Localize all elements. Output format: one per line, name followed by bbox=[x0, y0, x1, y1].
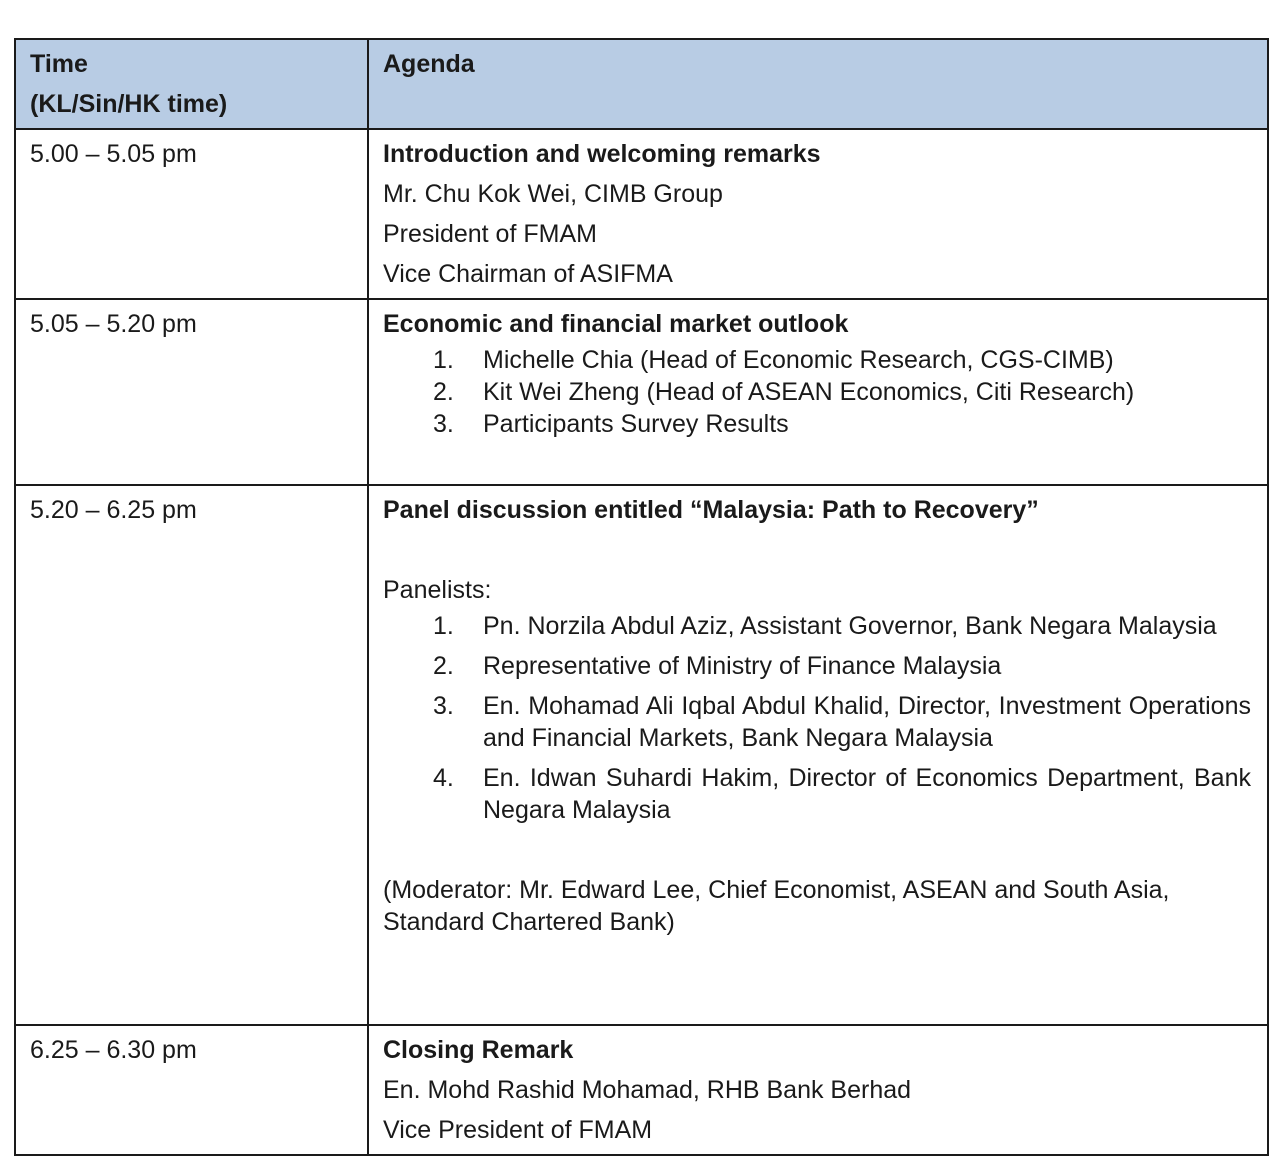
list-item: 2. Representative of Ministry of Finance Malaysia bbox=[433, 652, 1002, 680]
time-cell: 5.05 – 5.20 pm bbox=[15, 299, 368, 485]
speaker-line: Vice President of FMAM bbox=[383, 1116, 653, 1144]
time-cell: 6.25 – 6.30 pm bbox=[15, 1025, 368, 1155]
list-item: 1. Michelle Chia (Head of Economic Research, CGS-CIMB) bbox=[433, 346, 1114, 374]
table-row bbox=[15, 129, 1268, 299]
time-zone-label: (KL/Sin/HK time) bbox=[30, 90, 228, 118]
agenda-table bbox=[14, 38, 1269, 1156]
time-header-label: Time bbox=[30, 50, 88, 78]
session-title: Economic and financial market outlook bbox=[383, 310, 849, 338]
list-item: 3. En. Mohamad Ali Iqbal Abdul Khalid, Director, Investment Operations and Financial Markets, Bank Negara Malaysia bbox=[433, 692, 1251, 752]
time-cell: 5.00 – 5.05 pm bbox=[15, 129, 368, 299]
table-row bbox=[15, 1025, 1268, 1155]
list-item: 3. Participants Survey Results bbox=[433, 410, 789, 438]
time-cell: 5.20 – 6.25 pm bbox=[15, 485, 368, 1025]
table-row bbox=[15, 485, 1268, 1025]
speaker-list bbox=[383, 344, 1251, 440]
session-title: Panel discussion entitled “Malaysia: Path to Recovery” bbox=[383, 496, 1039, 524]
list-item: 4. En. Idwan Suhardi Hakim, Director of Economics Department, Bank Negara Malaysia bbox=[433, 764, 1251, 824]
time-header bbox=[15, 39, 368, 129]
speaker-line: Mr. Chu Kok Wei, CIMB Group bbox=[383, 180, 723, 208]
list-item: 1. Pn. Norzila Abdul Aziz, Assistant Governor, Bank Negara Malaysia bbox=[433, 612, 1217, 640]
speaker-line: Vice Chairman of ASIFMA bbox=[383, 260, 673, 288]
agenda-cell bbox=[368, 485, 1268, 1025]
panelist-list bbox=[383, 610, 1251, 826]
panelists-label: Panelists: bbox=[383, 576, 492, 604]
agenda-header: Agenda bbox=[368, 39, 1268, 129]
table-row bbox=[15, 299, 1268, 485]
agenda-cell bbox=[368, 299, 1268, 485]
session-title: Closing Remark bbox=[383, 1036, 574, 1064]
speaker-line: President of FMAM bbox=[383, 220, 597, 248]
agenda-cell bbox=[368, 129, 1268, 299]
header-row bbox=[15, 39, 1268, 129]
list-item: 2. Kit Wei Zheng (Head of ASEAN Economics, Citi Research) bbox=[433, 378, 1135, 406]
session-title: Introduction and welcoming remarks bbox=[383, 140, 821, 168]
agenda-cell bbox=[368, 1025, 1268, 1155]
moderator-note: (Moderator: Mr. Edward Lee, Chief Economist, ASEAN and South Asia, Standard Chartered Bank) bbox=[383, 876, 1170, 936]
speaker-line: En. Mohd Rashid Mohamad, RHB Bank Berhad bbox=[383, 1076, 912, 1104]
